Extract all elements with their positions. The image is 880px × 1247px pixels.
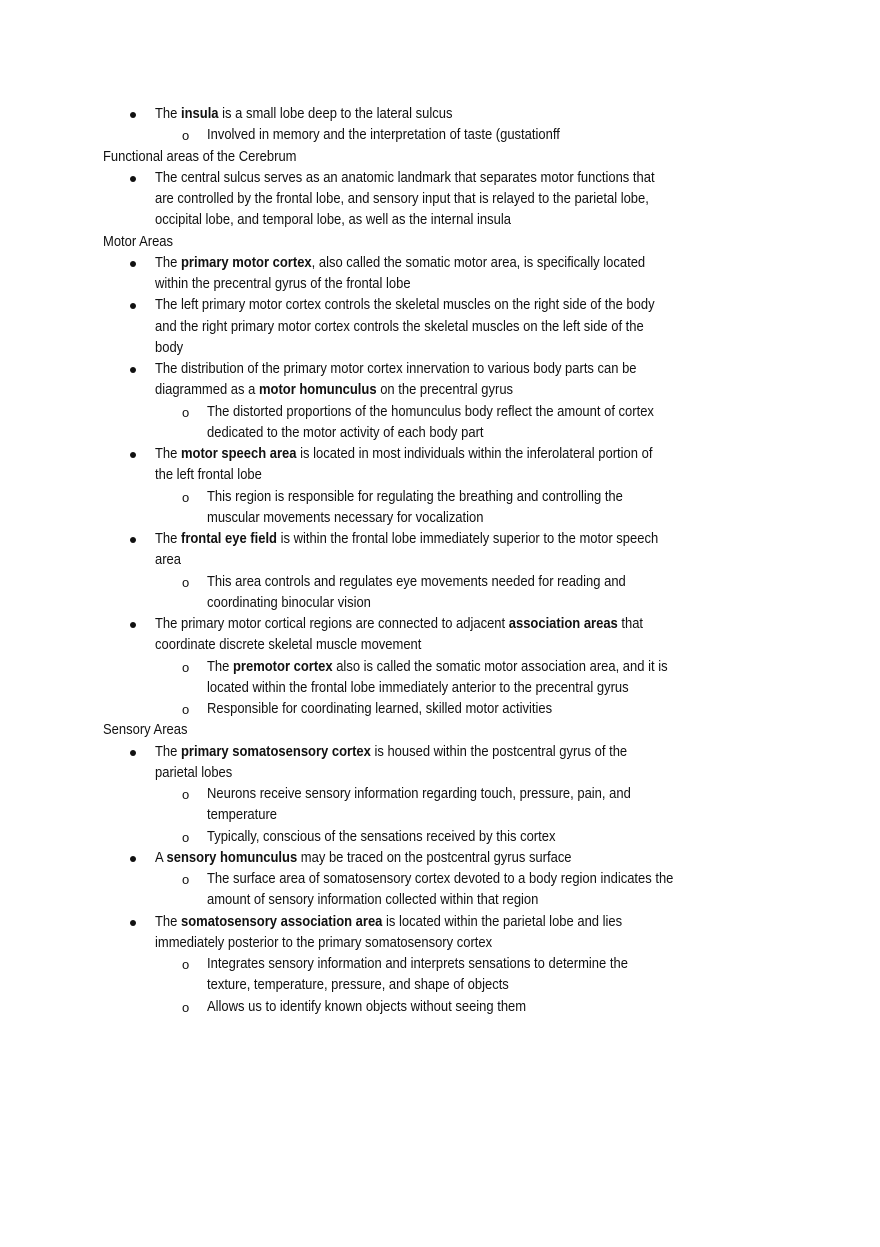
text-segment: immediately posterior to the primary somatosensory cortex	[155, 934, 493, 951]
line-text	[155, 550, 181, 571]
text-segment: is located in most individuals within the inferolateral portion of	[296, 446, 653, 462]
list-item	[0, 827, 880, 848]
bold-term: sensory homunculus	[166, 849, 298, 866]
section-heading	[0, 232, 880, 253]
sub-bullet-icon: o	[182, 702, 190, 717]
text-segment: parietal lobes	[155, 764, 233, 781]
line-text	[207, 125, 560, 146]
list-item	[0, 168, 880, 189]
list-item-continuation	[0, 380, 880, 401]
line-text	[155, 317, 644, 338]
bullet-icon	[130, 112, 136, 118]
list-item-continuation	[0, 550, 880, 571]
text-segment: The	[155, 531, 181, 547]
list-item-continuation	[0, 593, 880, 614]
text-segment: The	[155, 254, 181, 271]
sub-bullet-icon: o	[182, 957, 190, 972]
line-text	[155, 635, 421, 656]
list-item	[0, 104, 880, 125]
line-text	[155, 189, 649, 210]
sub-bullet-icon: o	[182, 787, 190, 802]
list-item	[0, 402, 880, 423]
list-item-continuation	[0, 508, 880, 529]
bullet-icon	[130, 750, 136, 756]
bullet-icon	[130, 452, 136, 458]
line-text	[155, 359, 637, 380]
bold-term: motor speech area	[180, 446, 297, 462]
list-item-continuation	[0, 338, 880, 359]
list-item	[0, 784, 880, 805]
text-segment: muscular movements necessary for vocalization	[207, 509, 484, 526]
list-item	[0, 869, 880, 890]
bullet-icon	[130, 920, 136, 926]
text-segment: Sensory Areas	[103, 722, 188, 739]
text-segment: Typically, conscious of the sensations received by this cortex	[207, 828, 556, 845]
list-item	[0, 954, 880, 975]
text-segment: is a small lobe deep to the lateral sulcus	[218, 106, 453, 122]
bold-term: insula	[180, 106, 219, 122]
list-item-continuation	[0, 274, 880, 295]
text-segment: Allows us to identify known objects without seeing them	[207, 998, 527, 1015]
list-item-continuation	[0, 890, 880, 911]
text-segment: body	[155, 339, 184, 356]
text-segment: Involved in memory and the interpretation of taste (gustationff	[207, 127, 560, 144]
line-text	[207, 508, 483, 529]
line-text	[103, 232, 173, 253]
line-text	[155, 295, 655, 316]
line-text	[155, 848, 572, 869]
list-item-continuation	[0, 635, 880, 656]
text-segment: and the right primary motor cortex controls the skeletal muscles on the left side of the	[155, 318, 644, 335]
bold-term: motor homunculus	[258, 382, 377, 399]
line-text	[207, 593, 371, 614]
list-item	[0, 614, 880, 635]
text-segment: on the precentral gyrus	[376, 382, 514, 399]
list-item-continuation	[0, 763, 880, 784]
sub-bullet-icon: o	[182, 999, 190, 1015]
text-segment: is located within the parietal lobe and lies	[382, 913, 623, 930]
line-text	[207, 890, 538, 911]
line-text	[155, 168, 655, 189]
line-text	[155, 380, 513, 401]
sub-bullet-icon: o	[182, 829, 190, 845]
line-text	[155, 465, 262, 486]
list-item-continuation	[0, 317, 880, 338]
text-segment: Functional areas of the Cerebrum	[103, 148, 297, 165]
text-segment: area	[155, 552, 182, 569]
text-segment: Responsible for coordinating learned, skilled motor activities	[207, 701, 553, 717]
line-text	[207, 869, 673, 890]
text-segment: The distribution of the primary motor cortex innervation to various body parts can be	[155, 361, 637, 377]
text-segment: Motor Areas	[103, 233, 174, 250]
bold-term: primary somatosensory cortex	[180, 743, 371, 760]
list-item-continuation	[0, 678, 880, 699]
list-item	[0, 125, 880, 146]
line-text	[103, 147, 296, 168]
text-segment: is within the frontal lobe immediately superior to the motor speech	[276, 531, 659, 547]
line-text	[207, 572, 626, 593]
text-segment: The	[155, 446, 181, 462]
list-item	[0, 359, 880, 380]
line-text	[155, 763, 232, 784]
line-text	[207, 678, 629, 699]
bold-term: primary motor cortex	[180, 254, 312, 271]
list-item-continuation	[0, 975, 880, 996]
text-segment: The left primary motor cortex controls the skeletal muscles on the right side of the body	[155, 297, 655, 314]
text-segment: the left frontal lobe	[155, 467, 262, 484]
line-text	[207, 423, 484, 444]
text-segment: The surface area of somatosensory cortex devoted to a body region indicates the	[207, 871, 674, 887]
list-item	[0, 487, 880, 508]
line-text	[155, 742, 627, 763]
line-text	[155, 274, 411, 295]
text-segment: The	[155, 106, 181, 122]
text-segment: The distorted proportions of the homunculus body reflect the amount of cortex	[207, 403, 654, 420]
line-text	[207, 784, 631, 805]
bold-term: premotor cortex	[232, 658, 333, 675]
line-text	[155, 444, 652, 465]
text-segment: also is called the somatic motor association area, and it is	[332, 658, 668, 675]
sub-bullet-icon: o	[182, 489, 190, 505]
bold-term: association areas	[508, 616, 618, 632]
list-item-continuation	[0, 933, 880, 954]
line-text	[207, 657, 668, 678]
bullet-icon	[130, 622, 136, 628]
bullet-icon	[130, 303, 136, 309]
list-item	[0, 997, 880, 1018]
text-segment: within the precentral gyrus of the frontal lobe	[155, 276, 411, 292]
text-segment: The central sulcus serves as an anatomic landmark that separates motor functions that	[155, 169, 655, 186]
section-heading	[0, 147, 880, 168]
text-segment: texture, temperature, pressure, and shape of objects	[207, 977, 509, 994]
text-segment: occipital lobe, and temporal lobe, as well as the internal insula	[155, 212, 511, 229]
document-page	[0, 104, 880, 1018]
line-text	[155, 933, 492, 954]
text-segment: Neurons receive sensory information regarding touch, pressure, pain, and	[207, 786, 631, 802]
list-item-continuation	[0, 465, 880, 486]
line-text	[155, 210, 511, 231]
list-item	[0, 253, 880, 274]
list-item	[0, 912, 880, 933]
list-item	[0, 572, 880, 593]
text-segment: amount of sensory information collected within that region	[207, 892, 539, 909]
line-text	[207, 402, 654, 423]
text-segment: This area controls and regulates eye movements needed for reading and	[207, 573, 626, 590]
bullet-icon	[130, 856, 136, 862]
list-item-continuation	[0, 805, 880, 826]
list-item	[0, 529, 880, 550]
text-segment: The primary motor cortical regions are connected to adjacent	[155, 616, 509, 632]
sub-bullet-icon: o	[182, 128, 190, 144]
line-text	[155, 104, 452, 125]
line-text	[155, 253, 645, 274]
list-item-continuation	[0, 423, 880, 444]
text-segment: dedicated to the motor activity of each body part	[207, 424, 484, 441]
text-segment: , also called the somatic motor area, is specifically located	[311, 254, 646, 271]
text-segment: A	[155, 849, 167, 866]
text-segment: Integrates sensory information and interprets sensations to determine the	[207, 956, 628, 972]
line-text	[155, 338, 183, 359]
bullet-icon	[130, 176, 136, 182]
bullet-icon	[130, 261, 136, 267]
line-text	[207, 699, 552, 720]
list-item	[0, 444, 880, 465]
list-item	[0, 657, 880, 678]
list-item	[0, 742, 880, 763]
list-item-continuation	[0, 210, 880, 231]
line-text	[155, 614, 643, 635]
line-text	[207, 487, 623, 508]
text-segment: This region is responsible for regulating the breathing and controlling the	[207, 488, 623, 505]
bold-term: frontal eye field	[180, 531, 277, 547]
sub-bullet-icon: o	[182, 659, 190, 675]
line-text	[207, 954, 628, 975]
text-segment: coordinate discrete skeletal muscle movement	[155, 637, 422, 654]
text-segment: coordinating binocular vision	[207, 594, 371, 611]
text-segment: temperature	[207, 807, 278, 824]
text-segment: The	[155, 913, 181, 930]
sub-bullet-icon: o	[182, 574, 190, 590]
list-item	[0, 295, 880, 316]
text-segment: The	[207, 658, 233, 675]
bullet-icon	[130, 537, 136, 543]
text-segment: The	[155, 743, 181, 760]
list-item	[0, 848, 880, 869]
text-segment: is housed within the postcentral gyrus of the	[370, 743, 628, 760]
text-segment: located within the frontal lobe immediately anterior to the precentral gyrus	[207, 679, 629, 696]
text-segment: diagrammed as a	[155, 382, 259, 399]
text-segment: may be traced on the postcentral gyrus surface	[297, 849, 572, 866]
text-segment: are controlled by the frontal lobe, and sensory input that is relayed to the parietal lobe,	[155, 191, 649, 207]
line-text	[207, 805, 277, 826]
sub-bullet-icon: o	[182, 872, 190, 887]
list-item-continuation	[0, 189, 880, 210]
line-text	[207, 827, 555, 848]
sub-bullet-icon: o	[182, 404, 190, 420]
bold-term: somatosensory association area	[180, 913, 383, 930]
line-text	[207, 975, 509, 996]
text-segment: that	[617, 616, 644, 632]
line-text	[155, 912, 622, 933]
list-item	[0, 699, 880, 720]
section-heading	[0, 720, 880, 741]
line-text	[155, 529, 658, 550]
line-text	[207, 997, 526, 1018]
line-text	[103, 720, 187, 741]
bullet-icon	[130, 367, 136, 373]
